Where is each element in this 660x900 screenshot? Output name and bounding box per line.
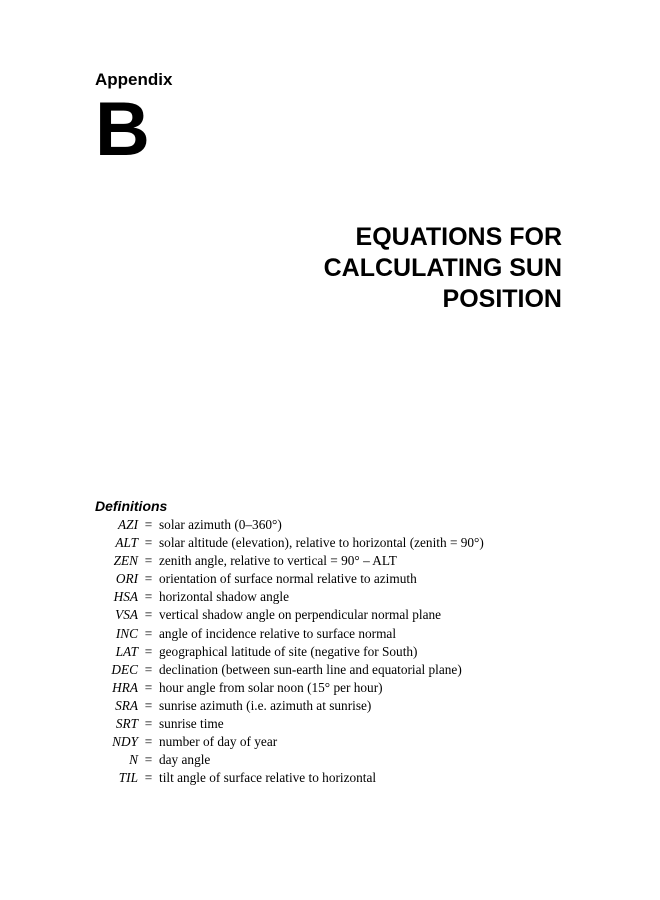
definition-symbol: AZI xyxy=(118,517,138,532)
equals-sign: = xyxy=(144,589,153,605)
equals-sign: = xyxy=(144,643,153,659)
definition-row xyxy=(95,606,484,624)
definition-row xyxy=(95,715,484,733)
equals-sign: = xyxy=(144,734,153,750)
equals-sign: = xyxy=(144,697,153,713)
definition-symbol: SRT xyxy=(115,716,138,732)
definitions-list xyxy=(95,516,484,787)
definition-symbol: HRA xyxy=(112,679,138,695)
equals-sign: = xyxy=(144,571,153,587)
definition-symbol: SRA xyxy=(115,697,138,713)
definition-symbol: ORI xyxy=(115,571,138,587)
definition-row xyxy=(95,769,484,787)
definition-symbol: LAT xyxy=(115,643,138,659)
definition-row xyxy=(95,588,484,606)
chapter-title-line: CALCULATING SUN xyxy=(323,254,562,282)
definition-symbol: DEC xyxy=(111,661,138,677)
definition-symbol: N xyxy=(129,752,138,768)
definition-row xyxy=(95,625,484,643)
definition-row xyxy=(95,679,484,697)
equals-sign: = xyxy=(144,716,153,732)
definition-symbol: ALT xyxy=(115,535,138,551)
definition-symbol: TIL xyxy=(118,770,138,786)
definition-description: solar azimuth (0–360°) xyxy=(159,517,282,532)
chapter-title xyxy=(232,222,562,315)
equals-sign: = xyxy=(144,752,153,768)
definition-symbol: INC xyxy=(115,625,138,641)
chapter-title-line: EQUATIONS FOR xyxy=(355,223,562,251)
definition-row xyxy=(95,534,484,552)
definition-description: tilt angle of surface relative to horizontal xyxy=(159,770,377,786)
equals-sign: = xyxy=(144,661,153,677)
definition-symbol: HSA xyxy=(113,589,138,605)
appendix-label: Appendix xyxy=(95,70,173,89)
definition-description: sunrise azimuth (i.e. azimuth at sunrise) xyxy=(159,697,372,713)
definition-description: number of day of year xyxy=(159,734,278,750)
definitions-heading: Definitions xyxy=(95,498,168,514)
definition-row xyxy=(95,733,484,751)
equals-sign: = xyxy=(144,625,153,641)
definition-description: day angle xyxy=(159,752,211,768)
definition-row xyxy=(95,697,484,715)
definition-row xyxy=(95,552,484,570)
definition-row xyxy=(95,570,484,588)
chapter-title-line: POSITION xyxy=(442,285,562,313)
definition-description: orientation of surface normal relative to azimuth xyxy=(159,571,417,587)
definition-symbol: VSA xyxy=(115,607,138,623)
definition-row xyxy=(95,751,484,769)
definition-description: geographical latitude of site (negative for South) xyxy=(159,643,418,659)
equals-sign: = xyxy=(144,607,153,623)
definition-row xyxy=(95,516,484,534)
definition-description: sunrise time xyxy=(159,716,224,732)
definition-description: angle of incidence relative to surface normal xyxy=(159,625,397,641)
equals-sign: = xyxy=(144,553,153,569)
appendix-letter: B xyxy=(95,87,150,172)
equals-sign: = xyxy=(144,679,153,695)
equals-sign: = xyxy=(144,770,153,786)
definition-symbol: ZEN xyxy=(113,553,138,569)
definition-description: vertical shadow angle on perpendicular normal plane xyxy=(159,607,442,623)
definition-description: hour angle from solar noon (15° per hour) xyxy=(159,679,383,695)
definition-description: solar altitude (elevation), relative to horizontal (zenith = 90°) xyxy=(159,535,484,551)
equals-sign: = xyxy=(144,517,153,532)
definition-description: declination (between sun-earth line and equatorial plane) xyxy=(159,661,462,677)
definition-row xyxy=(95,661,484,679)
definition-description: zenith angle, relative to vertical = 90° – ALT xyxy=(159,553,397,569)
equals-sign: = xyxy=(144,535,153,551)
definition-row xyxy=(95,643,484,661)
definition-symbol: NDY xyxy=(112,734,138,750)
definition-description: horizontal shadow angle xyxy=(159,589,289,605)
